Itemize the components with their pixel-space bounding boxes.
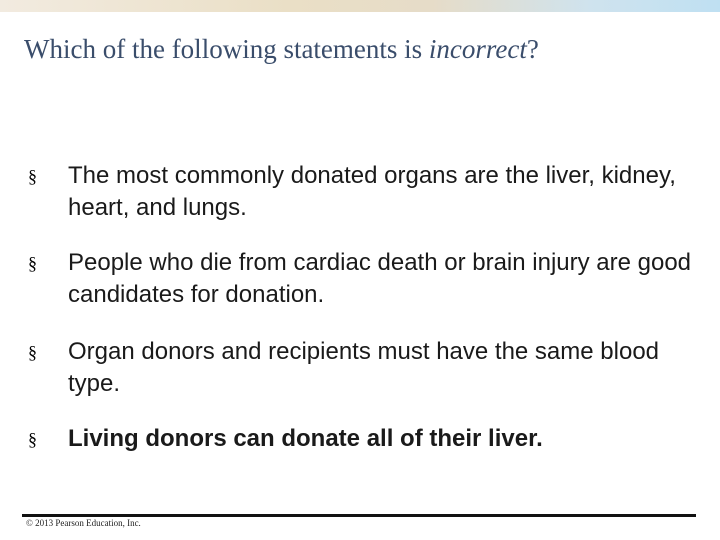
bullet-text: Living donors can donate all of their liver. <box>68 425 543 452</box>
copyright-footer: © 2013 Pearson Education, Inc. <box>26 518 141 528</box>
bullet-marker: § <box>28 253 37 273</box>
bullet-marker: § <box>28 166 37 186</box>
bullet-marker: § <box>28 429 37 449</box>
bullet-text: People who die from cardiac death or brain injury are good candidates for donation. <box>68 249 692 308</box>
title-suffix: ? <box>526 34 539 64</box>
bullet-text: The most commonly donated organs are the liver, kidney, heart, and lungs. <box>68 162 676 221</box>
title-emphasis: incorrect <box>428 34 527 64</box>
footer-rule <box>22 514 696 517</box>
slide-title <box>24 34 539 65</box>
top-decorative-band <box>0 0 720 12</box>
bullet-text: Organ donors and recipients must have the same blood type. <box>68 338 660 397</box>
title-prefix: Which of the following statements is <box>24 34 429 64</box>
bullet-marker: § <box>28 342 37 362</box>
